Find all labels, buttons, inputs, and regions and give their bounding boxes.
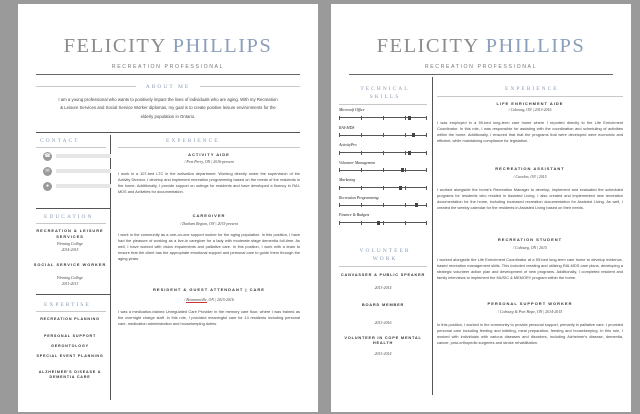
job-description: I was a medication-trained Unregulated Care Provider in the memory care floor, where I was trained as the overnight charge staff. In this role, I provided meaningful care for 14 residents including personal care, medication administration and housekeeping duties. bbox=[118, 309, 300, 327]
skill-tick bbox=[361, 168, 362, 172]
skill-tick bbox=[361, 151, 362, 155]
skill-tick bbox=[361, 133, 362, 137]
volunteer-years: 2013-2014 bbox=[374, 286, 392, 290]
job-title: RESIDENT & GUEST ATTENDANT | CARE bbox=[153, 287, 265, 292]
job-description: I worked alongside the Life Enrichment Coordinator at a 59-bed long-term care home to develop evidence-based recreation management skills. This included creating and utilizing RAI-MDS care plans, developing a strategic volunteer action plan and development of new programs. Additionally, I completed resident and family interviews to implement the MUSIC & MEMORY program within the home. bbox=[437, 257, 623, 281]
skill-tick bbox=[383, 186, 384, 190]
skill-tick bbox=[405, 133, 406, 137]
skill-tick bbox=[339, 221, 340, 225]
skill-tick bbox=[426, 168, 427, 172]
name-heading: FELICITY PHILLIPS bbox=[376, 35, 586, 57]
resume-page-2 bbox=[331, 4, 631, 412]
contact-phone-line bbox=[56, 154, 111, 158]
job-title: RECREATION STUDENT bbox=[497, 237, 563, 242]
skill-tick bbox=[383, 203, 384, 207]
skill-tick bbox=[383, 168, 384, 172]
education-heading: EDUCATION bbox=[44, 214, 94, 220]
skill-tick bbox=[405, 186, 406, 190]
volunteer-heading: VOLUNTEER WORK bbox=[359, 248, 411, 262]
resume-page-1 bbox=[18, 4, 318, 412]
job-description: I was employed in a 59-bed long-term care home where I reported directly to the Life Enrichment Coordinator. In this role, I was responsible for assisting with the coordination and scheduling of activities within the home. Additionally, I ensured that that the programs that were developed were economic and efficient, while maintaining compliance for legislation. bbox=[437, 120, 623, 144]
experience-heading: EXPERIENCE bbox=[505, 86, 559, 92]
volunteer-title: VOLUNTEER IN COPE MENTAL HEALTH bbox=[344, 335, 422, 345]
location-icon: ● bbox=[43, 182, 52, 191]
job-meta: / Cobourg, ON | 2015 bbox=[513, 246, 547, 250]
skill-label: Microsoft Office bbox=[339, 108, 365, 112]
skill-label: ActivityPro bbox=[339, 143, 357, 147]
expertise-item: SPECIAL EVENT PLANNING bbox=[36, 354, 104, 358]
skill-tick bbox=[339, 133, 340, 137]
about-rule-right bbox=[200, 86, 300, 87]
skill-tick bbox=[426, 151, 427, 155]
technical-skills-list bbox=[339, 108, 427, 258]
job-meta: / Cobourg & Port Hope, ON | 2014-2015 bbox=[497, 310, 563, 314]
expertise-item: GERONTOLOGY bbox=[51, 344, 89, 348]
skill-tick bbox=[339, 151, 340, 155]
contact-email-line bbox=[56, 169, 111, 173]
job-description: In this position, I worked in the community to provide personal support, primarily in palliative care. I provided personal care including feeding and toileting, meal preparation, feeding and housekeeping. In this role, I worked with individuals with various diseases and disorders, including Alzheimer's disease, dementia, cancer, post-orthopedic surgeries and stroke rehabilitation. bbox=[437, 322, 623, 346]
education-rule bbox=[36, 223, 106, 224]
skill-tick bbox=[405, 221, 406, 225]
expertise-item: PERSONAL SUPPORT bbox=[43, 334, 97, 338]
about-text: I am a young professional who wants to positively impact the lives of individuals who are aging. With my Recreation & Leisure Services and Social Service Worker diplomas, my goal is to create positive leisure environments for the elderly population in Ontario. bbox=[58, 97, 278, 119]
header-divider bbox=[36, 74, 300, 75]
skill-label: RAI-MDS bbox=[339, 125, 355, 130]
expertise-item: ALZHEIMER'S DISEASE & DEMENTIA CARE bbox=[38, 370, 102, 379]
job-title: PERSONAL SUPPORT WORKER bbox=[487, 301, 573, 306]
skill-tick bbox=[383, 151, 384, 155]
skill-tick bbox=[405, 116, 406, 120]
contact-heading: CONTACT bbox=[40, 138, 80, 144]
volunteer-years: 2013-2014 bbox=[374, 352, 392, 356]
experience-heading: EXPERIENCE bbox=[166, 138, 220, 144]
job-description: I work in the community as a one-on-one support worker for the aging population. In this position, I have had the pleasure of working as a live-in caregiver for a lady with moderate stage dementia full-time. As well, I have worked with vision impairments and palliative care. In this position, I work with a team to ensure that the client has the appropriate emotional support and personal care to guide them through the aging years. bbox=[118, 232, 300, 262]
skill-level-marker bbox=[377, 221, 380, 225]
header-divider bbox=[349, 74, 613, 75]
skill-tick bbox=[383, 133, 384, 137]
about-heading: ABOUT ME bbox=[145, 84, 191, 90]
job-title: ACTIVITY AIDE bbox=[188, 152, 230, 157]
skill-level-marker bbox=[408, 116, 411, 120]
skill-tick bbox=[405, 151, 406, 155]
skill-label: Finance & Budgets bbox=[339, 213, 370, 217]
job-meta: / Cavelon, ON | 2015 bbox=[513, 175, 547, 179]
skill-tick bbox=[339, 203, 340, 207]
education-years: 2014-2015 bbox=[61, 248, 79, 252]
skill-tick bbox=[361, 186, 362, 190]
job-description: I worked alongside the home's Recreation Manager to develop, implement and evaluated the scheduled programs for residents who resided in Assisted Living. I also created and implemented new recreation documentation for the home, including increased recreation documentation for Assisted Living. As well, I created the weekly calendar for the residents in Assisted Living based on their needs. bbox=[437, 187, 623, 211]
volunteer-title: BOARD MEMBER bbox=[361, 302, 405, 307]
skill-tick bbox=[361, 116, 362, 120]
phone-icon: ☎ bbox=[44, 153, 51, 159]
section-divider bbox=[36, 132, 300, 133]
technical-skills-rule bbox=[339, 104, 427, 105]
subtitle: RECREATION PROFESSIONAL bbox=[424, 64, 538, 70]
expertise-item: RECREATION PLANNING bbox=[40, 317, 100, 321]
education-years: 2011-2013 bbox=[61, 282, 79, 286]
education-school: Fleming College bbox=[56, 242, 84, 246]
skill-label: Volunteer Management bbox=[339, 160, 376, 165]
skill-level-marker bbox=[408, 151, 411, 155]
job-meta: / Cobourg, ON | 2013-2016 bbox=[508, 108, 552, 112]
skill-tick bbox=[426, 116, 427, 120]
job-title: CAREGIVER bbox=[192, 213, 226, 218]
job-title: RECREATION ASSISTANT bbox=[495, 166, 565, 171]
skill-tick bbox=[426, 203, 427, 207]
education-divider bbox=[36, 208, 110, 209]
skill-tick bbox=[339, 186, 340, 190]
skill-tick bbox=[383, 116, 384, 120]
volunteer-years: 2013-2016 bbox=[374, 321, 392, 325]
email-icon: ✉ bbox=[43, 167, 52, 176]
job-meta: / Durham Region, ON | 2015-present bbox=[180, 222, 238, 226]
education-title: RECREATION & LEISURE SERVICES bbox=[36, 228, 104, 239]
skill-tick bbox=[339, 168, 340, 172]
skill-tick bbox=[361, 221, 362, 225]
expertise-divider bbox=[36, 294, 110, 295]
skill-tick bbox=[426, 186, 427, 190]
skill-level-marker bbox=[399, 186, 402, 190]
skill-level-marker bbox=[415, 203, 418, 207]
skill-tick bbox=[426, 221, 427, 225]
skill-tick bbox=[339, 116, 340, 120]
column-divider bbox=[110, 135, 111, 400]
job-meta: / Port Perry, ON | 2016-present bbox=[184, 160, 234, 164]
skill-tick bbox=[383, 221, 384, 225]
subtitle: RECREATION PROFESSIONAL bbox=[111, 64, 225, 70]
education-school: Fleming College bbox=[56, 276, 84, 280]
skill-level-marker bbox=[412, 133, 415, 137]
skill-tick bbox=[405, 203, 406, 207]
experience-rule bbox=[118, 147, 300, 148]
expertise-rule bbox=[36, 311, 106, 312]
education-title: SOCIAL SERVICE WORKER bbox=[33, 262, 107, 267]
skill-label: Marketing bbox=[339, 178, 356, 182]
skill-tick bbox=[361, 203, 362, 207]
contact-rule bbox=[36, 147, 106, 148]
job-meta: / Bowmanville, ON | 2015-2016 bbox=[184, 298, 234, 302]
volunteer-rule bbox=[339, 266, 427, 267]
experience-rule bbox=[437, 96, 623, 97]
skill-tick bbox=[426, 133, 427, 137]
contact-address-line bbox=[56, 184, 111, 188]
job-description: I work in a 107-bed LTC in the activation department. Working directly under the supervision of the Activity Director, I develop and implement recreation programming based on the needs of the residents in the home. Additionally, I provide support on outings for residents and have developed a fluency in RAI-MDS and Activities for documentation. bbox=[118, 171, 300, 195]
technical-skills-heading: TECHNICAL SKILLS bbox=[360, 86, 410, 100]
column-divider bbox=[432, 77, 433, 395]
name-heading: FELICITY PHILLIPS bbox=[63, 35, 273, 57]
skill-level-marker bbox=[401, 168, 404, 172]
expertise-heading: EXPERTISE bbox=[44, 302, 91, 308]
volunteer-title: CANVASSER & PUBLIC SPEAKER bbox=[340, 272, 426, 277]
skill-tick bbox=[405, 168, 406, 172]
job-title: LIFE ENRICHMENT AIDE bbox=[496, 101, 564, 106]
skill-label: Recreation Programming bbox=[339, 195, 379, 200]
